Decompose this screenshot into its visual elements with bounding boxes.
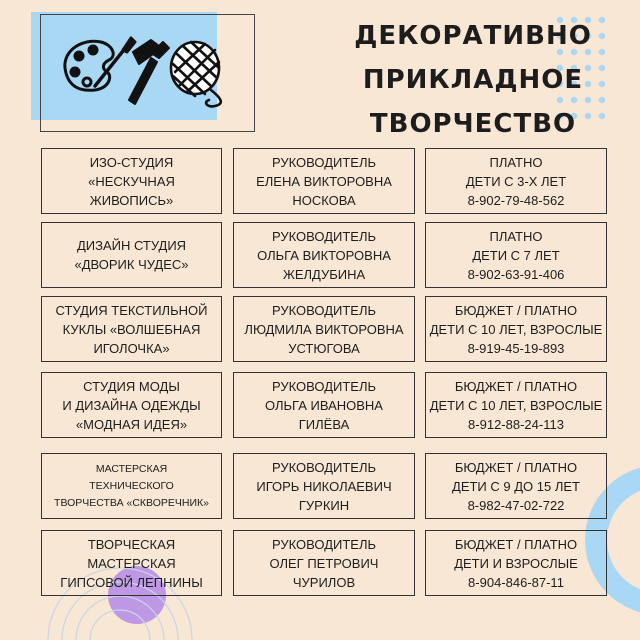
leader-line: ИГОРЬ НИКОЛАЕВИЧ <box>256 478 392 494</box>
info-line: БЮДЖЕТ / ПЛАТНО <box>454 536 578 552</box>
leader-cell <box>233 222 415 288</box>
studio-name-line: ДИЗАЙН СТУДИЯ <box>76 238 187 253</box>
studio-name-line: «МОДНАЯ ИДЕЯ» <box>75 416 188 432</box>
leader-line: РУКОВОДИТЕЛЬ <box>271 228 377 244</box>
leader-line: ОЛЕГ ПЕТРОВИЧ <box>269 555 379 571</box>
studio-name-line: СТУДИЯ ТЕКСТИЛЬНОЙ <box>55 302 208 318</box>
info-cell <box>425 222 607 288</box>
info-line: ПЛАТНО <box>489 228 543 244</box>
info-line: ДЕТИ И ВЗРОСЛЫЕ <box>454 555 578 571</box>
leader-line: РУКОВОДИТЕЛЬ <box>271 302 377 318</box>
studio-name-line: КУКЛЫ «ВОЛШЕБНАЯ <box>62 321 201 337</box>
studio-name-line: ТЕХНИЧЕСКОГО <box>89 479 174 492</box>
info-line: БЮДЖЕТ / ПЛАТНО <box>454 378 578 394</box>
phone-number: 8-902-63-91-406 <box>467 266 565 282</box>
leader-cell <box>233 296 415 362</box>
leader-cell <box>233 372 415 438</box>
title-line: ДЕКОРАТИВНО <box>354 21 592 51</box>
leader-line: УСТЮГОВА <box>288 340 360 356</box>
info-cell <box>425 530 607 596</box>
studio-name-line: ЖИВОПИСЬ» <box>89 192 174 208</box>
studio-name-cell <box>41 222 222 288</box>
title-line: ТВОРЧЕСТВО <box>369 109 577 139</box>
studio-name-line: МАСТЕРСКАЯ <box>95 462 168 475</box>
title-line: ПРИКЛАДНОЕ <box>362 65 584 95</box>
info-cell <box>425 296 607 362</box>
info-line: ДЕТИ С 7 ЛЕТ <box>472 247 560 263</box>
phone-number: 8-912-88-24-113 <box>468 416 564 432</box>
info-line: БЮДЖЕТ / ПЛАТНО <box>454 302 578 318</box>
info-cell <box>425 453 607 519</box>
leader-line: РУКОВОДИТЕЛЬ <box>271 154 377 170</box>
info-line: ДЕТИ С 10 ЛЕТ, ВЗРОСЛЫЕ <box>429 321 603 337</box>
leader-line: ЛЮДМИЛА ВИКТОРОВНА <box>244 321 404 337</box>
leader-cell <box>233 148 415 214</box>
studio-name-line: СТУДИЯ МОДЫ <box>83 378 180 394</box>
studio-name-cell <box>41 453 222 519</box>
leader-line: ГУРКИН <box>298 497 350 513</box>
info-line: БЮДЖЕТ / ПЛАТНО <box>454 459 578 475</box>
leader-line: ОЛЬГА ВИКТОРОВНА <box>257 247 391 263</box>
info-cell <box>425 148 607 214</box>
leader-line: ЕЛЕНА ВИКТОРОВНА <box>256 173 392 189</box>
info-line: ДЕТИ С 3-Х ЛЕТ <box>465 173 567 189</box>
studio-name-line: «ДВОРИК ЧУДЕС» <box>74 257 189 272</box>
studio-name-line: «НЕСКУЧНАЯ <box>88 173 175 189</box>
info-line: ДЕТИ С 9 ДО 15 ЛЕТ <box>452 478 580 494</box>
phone-number: 8-919-45-19-893 <box>467 340 565 356</box>
studio-name-cell <box>41 296 222 362</box>
leader-line: ЖЕЛДУБИНА <box>282 266 366 282</box>
studio-name-line: И ДИЗАЙНА ОДЕЖДЫ <box>62 397 201 413</box>
leader-line: РУКОВОДИТЕЛЬ <box>271 459 377 475</box>
leader-line: ОЛЬГА ИВАНОВНА <box>265 397 383 413</box>
phone-number: 8-904-846-87-11 <box>468 574 564 590</box>
studio-name-line: ГИПСОВОЙ ЛЕПНИНЫ <box>60 574 203 590</box>
leader-line: НОСКОВА <box>292 192 356 208</box>
studio-name-line: ИЗО-СТУДИЯ <box>89 154 174 170</box>
studio-name-line: МАСТЕРСКАЯ <box>87 555 176 571</box>
studio-name-line: ТВОРЧЕСКАЯ <box>87 536 176 552</box>
leader-line: ЧУРИЛОВ <box>292 574 356 590</box>
phone-number: 8-902-79-48-562 <box>467 192 565 208</box>
leader-line: ГИЛЁВА <box>298 416 350 432</box>
info-line: ПЛАТНО <box>489 154 543 170</box>
studio-name-cell <box>41 530 222 596</box>
studio-name-line: ТВОРЧЕСТВА «СКВОРЕЧНИК» <box>54 496 209 509</box>
studio-name-line: ИГОЛОЧКА» <box>93 340 170 356</box>
leader-line: РУКОВОДИТЕЛЬ <box>271 378 377 394</box>
leader-line: РУКОВОДИТЕЛЬ <box>271 536 377 552</box>
phone-number: 8-982-47-02-722 <box>467 497 565 513</box>
info-cell <box>425 372 607 438</box>
leader-cell <box>233 530 415 596</box>
leader-cell <box>233 453 415 519</box>
studio-name-cell <box>41 372 222 438</box>
info-line: ДЕТИ С 10 ЛЕТ, ВЗРОСЛЫЕ <box>429 397 603 413</box>
studio-name-cell <box>41 148 222 214</box>
